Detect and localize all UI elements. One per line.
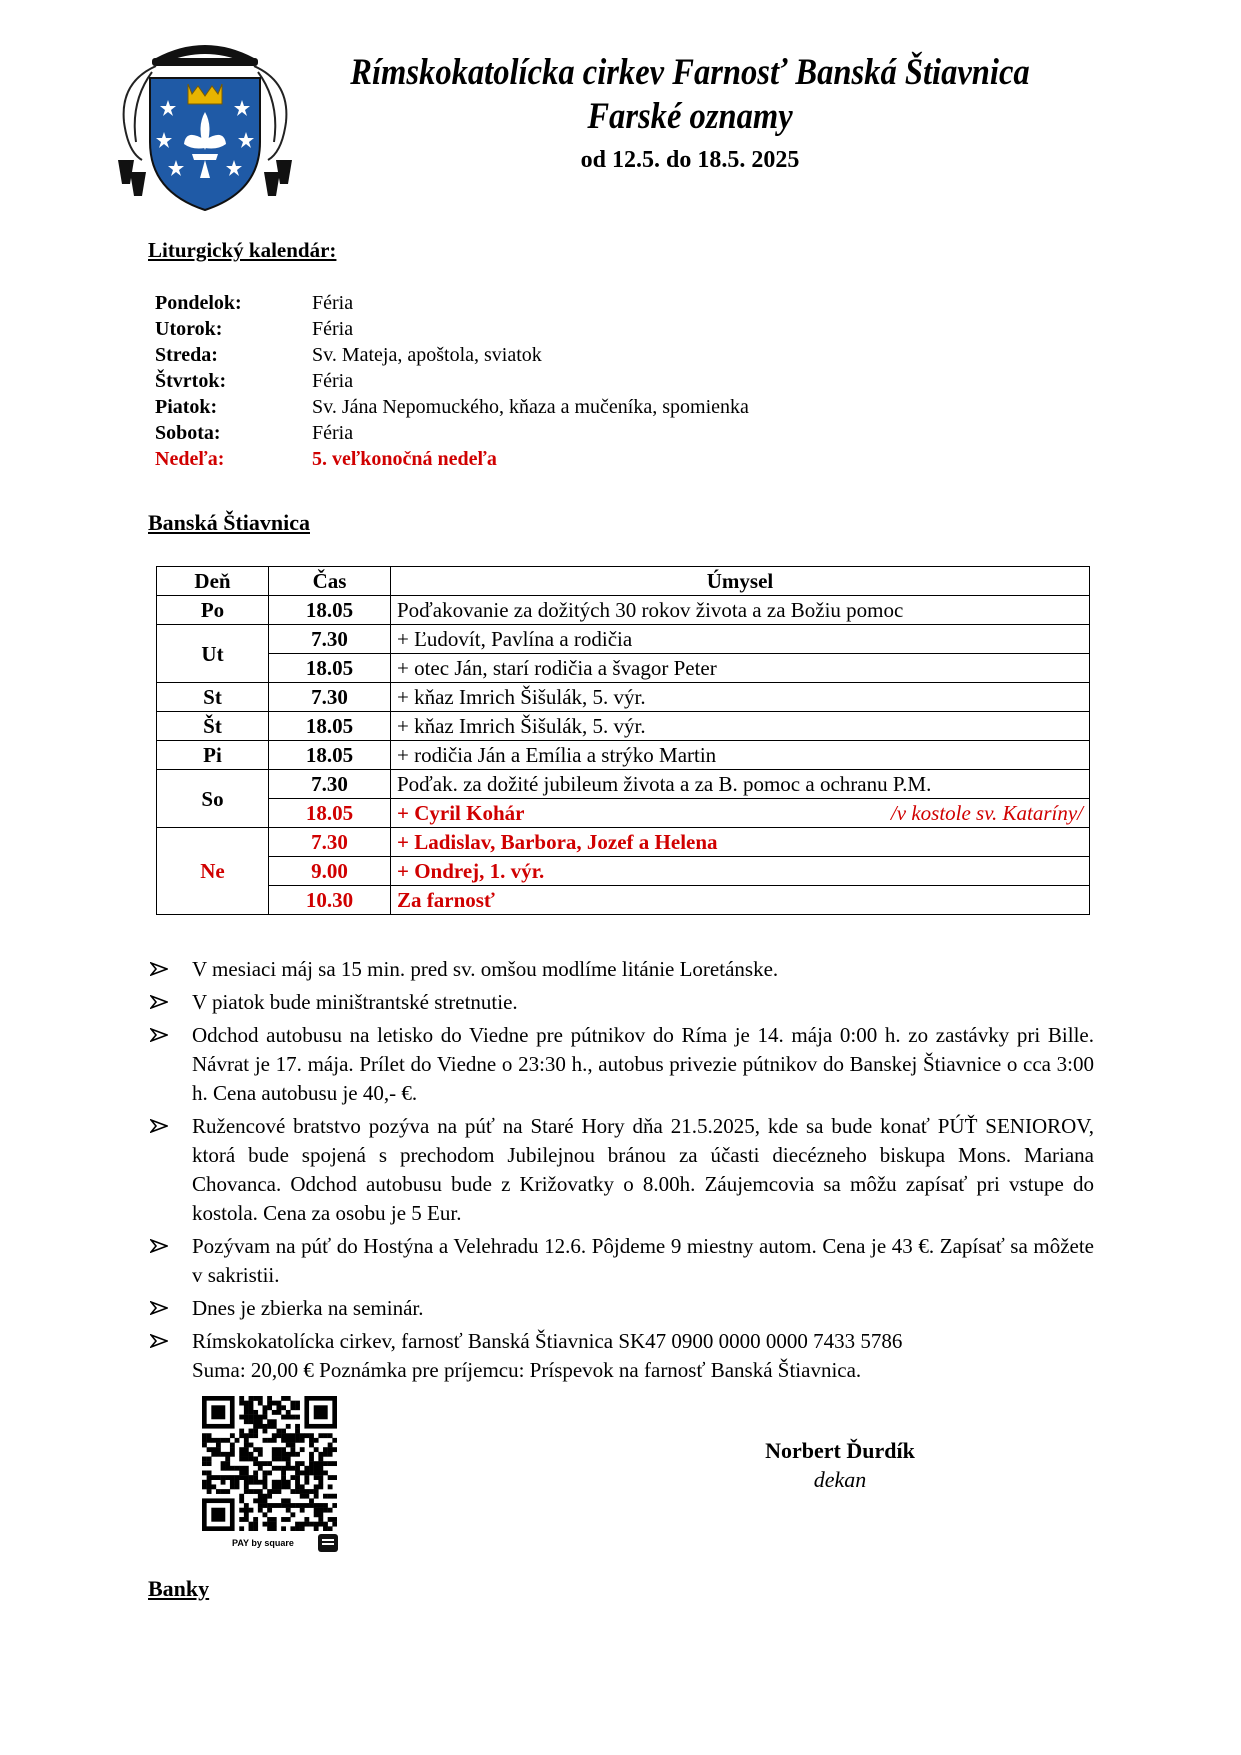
calendar-event: Féria [312, 292, 354, 314]
church-name: Rímskokatolícka cirkev Farnosť Banská Štiavnica [350, 52, 1030, 93]
calendar-day: Piatok: [155, 396, 218, 418]
mass-time: 7.30 [269, 828, 391, 857]
calendar-event: Féria [312, 318, 354, 340]
arrow-bullet-icon [150, 1119, 168, 1133]
mass-intention: Za farnosť [391, 886, 1090, 915]
calendar-day: Pondelok: [155, 292, 242, 314]
arrow-bullet-icon [150, 1239, 168, 1253]
calendar-row [155, 394, 749, 420]
mass-day: So [157, 770, 269, 828]
calendar-row [155, 342, 749, 368]
calendar-day: Sobota: [155, 422, 221, 444]
table-row [157, 828, 1090, 857]
mass-intention: + rodičia Ján a Emília a strýko Martin [391, 741, 1090, 770]
announcement-text: Ružencové bratstvo pozýva na púť na Staré Hory dňa 21.5.2025, kde sa bude konať PÚŤ SENIOROV, ktorá bude spojená s prechodom Jubilejnou bránou za účasti diecézneho biskupa Mons. Mariana Chovanca. Odchod autobusu bude z Križovatky o 8.00h. Záujemcovia sa môžu zapísať pri vstupe do kostola. Cena za osobu je 5 Eur. [192, 1114, 1094, 1225]
calendar-day: Štvrtok: [155, 370, 227, 392]
mass-day: Št [157, 712, 269, 741]
mass-time: 18.05 [269, 799, 391, 828]
date-range: od 12.5. do 18.5. 2025 [580, 147, 800, 173]
calendar-event: Sv. Mateja, apoštola, sviatok [312, 344, 542, 366]
calendar-event: Féria [312, 370, 354, 392]
mass-intention: + Ladislav, Barbora, Jozef a Helena [391, 828, 1090, 857]
priest-title: dekan [813, 1467, 867, 1492]
arrow-bullet-icon [150, 1301, 168, 1315]
table-row [157, 712, 1090, 741]
parish-coat-of-arms [112, 32, 298, 212]
calendar-day: Nedeľa: [155, 448, 225, 470]
liturgical-calendar-heading: Liturgický kalendár: [148, 238, 337, 262]
mass-intention: + otec Ján, starí rodičia a švagor Peter [391, 654, 1090, 683]
mass-day: St [157, 683, 269, 712]
announcement-text: V mesiaci máj sa 15 min. pred sv. omšou modlíme litánie Loretánske. [192, 957, 779, 981]
announcement-text: Pozývam na púť do Hostýna a Velehradu 12.6. Pôjdeme 9 miestny autom. Cena je 43 €. Zapísať sa môžete v sakristii. [192, 1234, 1094, 1287]
mass-intention: Poďakovanie za dožitých 30 rokov života a za Božiu pomoc [391, 596, 1090, 625]
mass-time: 18.05 [269, 712, 391, 741]
mass-time: 7.30 [269, 683, 391, 712]
table-header-row [157, 567, 1090, 596]
document-title: Farské oznamy [587, 96, 793, 137]
list-item [150, 988, 1094, 1017]
calendar-day: Utorok: [155, 318, 223, 340]
payment-info-line1: Rímskokatolícka cirkev, farnosť Banská Štiavnica SK47 0900 0000 0000 7433 5786 [192, 1329, 903, 1353]
arrow-bullet-icon [150, 1028, 168, 1042]
location-heading: Banská Štiavnica [148, 510, 310, 535]
mass-intention: + kňaz Imrich Šišulák, 5. výr. [391, 712, 1090, 741]
calendar-row [155, 420, 749, 446]
mass-location-note: /v kostole sv. Kataríny/ [890, 801, 1083, 825]
calendar-event: Féria [312, 422, 354, 444]
liturgical-calendar [155, 290, 749, 472]
column-header-day: Deň [157, 567, 269, 596]
mass-time: 9.00 [269, 857, 391, 886]
table-row [157, 770, 1090, 799]
arrow-bullet-icon [150, 962, 168, 976]
announcement-text: Dnes je zbierka na seminár. [192, 1296, 424, 1320]
arrow-bullet-icon [150, 995, 168, 1009]
announcements-list [150, 955, 1094, 1389]
calendar-row [155, 368, 749, 394]
mass-schedule-table [156, 566, 1090, 915]
mass-intention-cell [391, 799, 1090, 828]
mass-intention: + Ľudovít, Pavlína a rodičia [391, 625, 1090, 654]
mass-time: 18.05 [269, 741, 391, 770]
table-row [157, 683, 1090, 712]
table-row [157, 596, 1090, 625]
announcement-text: V piatok bude miništrantské stretnutie. [192, 990, 518, 1014]
list-item [150, 1327, 1094, 1385]
calendar-row [155, 316, 749, 342]
mass-day: Ut [157, 625, 269, 683]
mass-intention: + Ondrej, 1. výr. [391, 857, 1090, 886]
list-item [150, 1294, 1094, 1323]
announcement-text: Odchod autobusu na letisko do Viedne pre pútnikov do Ríma je 14. mája 0:00 h. zo zastávky pri Bille. Návrat je 17. mája. Prílet do Viedne o 23:30 h., autobus privezie pútnikov do Banskej Štiavnice o cca 3:00 h. Cena autobusu je 40,- €. [192, 1023, 1094, 1105]
qr-label: PAY by square [232, 1538, 294, 1548]
mass-day: Ne [157, 828, 269, 915]
column-header-time: Čas [269, 567, 391, 596]
column-header-intention: Úmysel [391, 567, 1090, 596]
pay-by-square-qr[interactable] [202, 1396, 337, 1556]
table-row [157, 654, 1090, 683]
mass-day: Pi [157, 741, 269, 770]
banks-heading: Banky [148, 1576, 210, 1601]
table-row [157, 799, 1090, 828]
arrow-bullet-icon [150, 1334, 168, 1348]
list-item [150, 1232, 1094, 1290]
calendar-row [155, 290, 749, 316]
pay-by-square-logo-icon [318, 1534, 338, 1552]
mass-intention: Poďak. za dožité jubileum života a za B. pomoc a ochranu P.M. [391, 770, 1090, 799]
list-item [150, 1021, 1094, 1108]
payment-info-line2: Suma: 20,00 € Poznámka pre príjemcu: Príspevok na farnosť Banská Štiavnica. [192, 1358, 862, 1382]
mass-time: 7.30 [269, 770, 391, 799]
calendar-event: Sv. Jána Nepomuckého, kňaza a mučeníka, spomienka [312, 396, 749, 418]
mass-time: 18.05 [269, 596, 391, 625]
calendar-day: Streda: [155, 344, 218, 366]
document-header [300, 52, 1080, 176]
table-row [157, 741, 1090, 770]
mass-intention: + kňaz Imrich Šišulák, 5. výr. [391, 683, 1090, 712]
mass-intention: + Cyril Kohár [397, 801, 525, 825]
qr-code-icon [202, 1396, 337, 1531]
mass-day: Po [157, 596, 269, 625]
priest-name: Norbert Ďurdík [765, 1438, 915, 1463]
mass-time: 18.05 [269, 654, 391, 683]
table-row [157, 625, 1090, 654]
mass-time: 7.30 [269, 625, 391, 654]
table-row [157, 857, 1090, 886]
mass-time: 10.30 [269, 886, 391, 915]
list-item [150, 955, 1094, 984]
signature-block [740, 1436, 940, 1494]
list-item [150, 1112, 1094, 1228]
table-row [157, 886, 1090, 915]
calendar-event: 5. veľkonočná nedeľa [312, 448, 497, 470]
calendar-row-sunday [155, 446, 749, 472]
